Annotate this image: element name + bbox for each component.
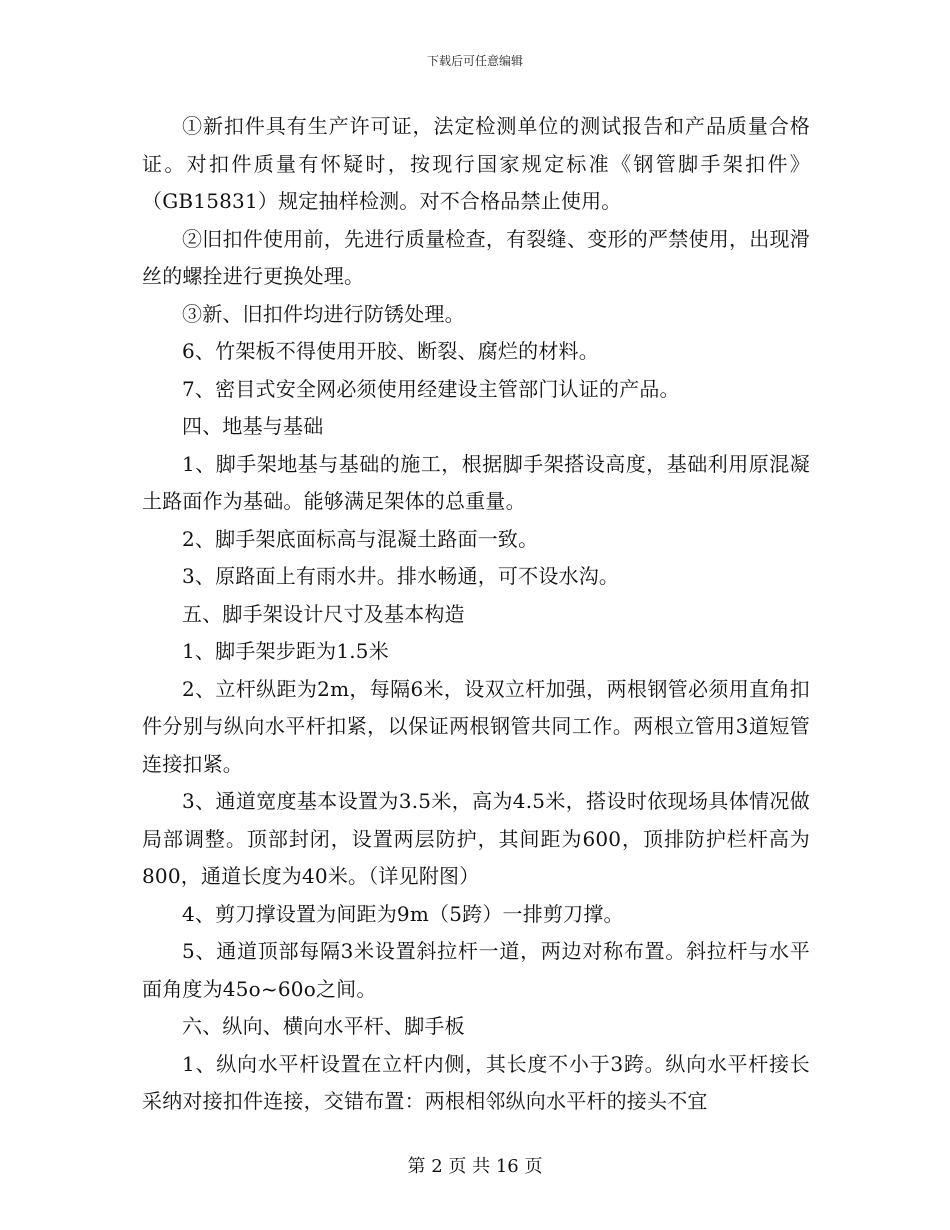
page-header-note: 下载后可任意编辑 [426,54,523,68]
paragraph: 4、剪刀撑设置为间距为9m（5跨）一排剪刀撑。 [182,901,624,926]
paragraph: 3、原路面上有雨水井。排水畅通，可不设水沟。 [182,564,620,588]
document-body [142,108,810,1121]
paragraph: 1、脚手架地基与基础的施工，根据脚手架搭设高度，基础利用原混凝土路面作为基础。能够满足架体的总重量。 [142,451,810,513]
paragraph: 2、立杆纵距为2m，每隔6米，设双立杆加强，两根钢管必须用直角扣件分别与纵向水平杆扣紧，以保证两根钢管共同工作。两根立管用3道短管连接扣紧。 [142,676,810,776]
paragraph: 1、纵向水平杆设置在立杆内侧，其长度不小于3跨。纵向水平杆接长采纳对接扣件连接，交错布置：两根相邻纵向水平杆的接头不宜 [142,1051,810,1113]
paragraph: 1、脚手架步距为1.5米 [182,639,389,663]
paragraph: ②旧扣件使用前，先进行质量检查，有裂缝、变形的严禁使用，出现滑丝的螺拴进行更换处理。 [142,226,810,288]
section-heading: 四、地基与基础 [182,414,324,438]
paragraph: 2、脚手架底面标高与混凝土路面一致。 [182,526,539,551]
paragraph: 5、通道顶部每隔3米设置斜拉杆一道，两边对称布置。斜拉杆与水平面角度为45o~60o之间。 [142,939,810,1001]
paragraph: 7、密目式安全网必须使用经建设主管部门认证的产品。 [182,376,680,401]
section-heading: 六、纵向、横向水平杆、脚手板 [182,1014,465,1038]
page-number: 第 2 页 共 16 页 [407,1156,543,1177]
section-heading: 五、脚手架设计尺寸及基本构造 [182,601,465,626]
paragraph: ③新、旧扣件均进行防锈处理。 [182,301,465,326]
paragraph: ①新扣件具有生产许可证，法定检测单位的测试报告和产品质量合格证。对扣件质量有怀疑时，按现行国家规定标准《钢管脚手架扣件》（GB15831）规定抽样检测。对不合格品禁止使用。 [142,114,810,213]
paragraph: 3、通道宽度基本设置为3.5米，高为4.5米，搭设时依现场具体情况做局部调整。顶部封闭，设置两层防护，其间距为600，顶排防护栏杆高为800，通道长度为40米。（详见附图） [142,789,810,888]
paragraph: 6、竹架板不得使用开胶、断裂、腐烂的材料。 [182,339,599,363]
